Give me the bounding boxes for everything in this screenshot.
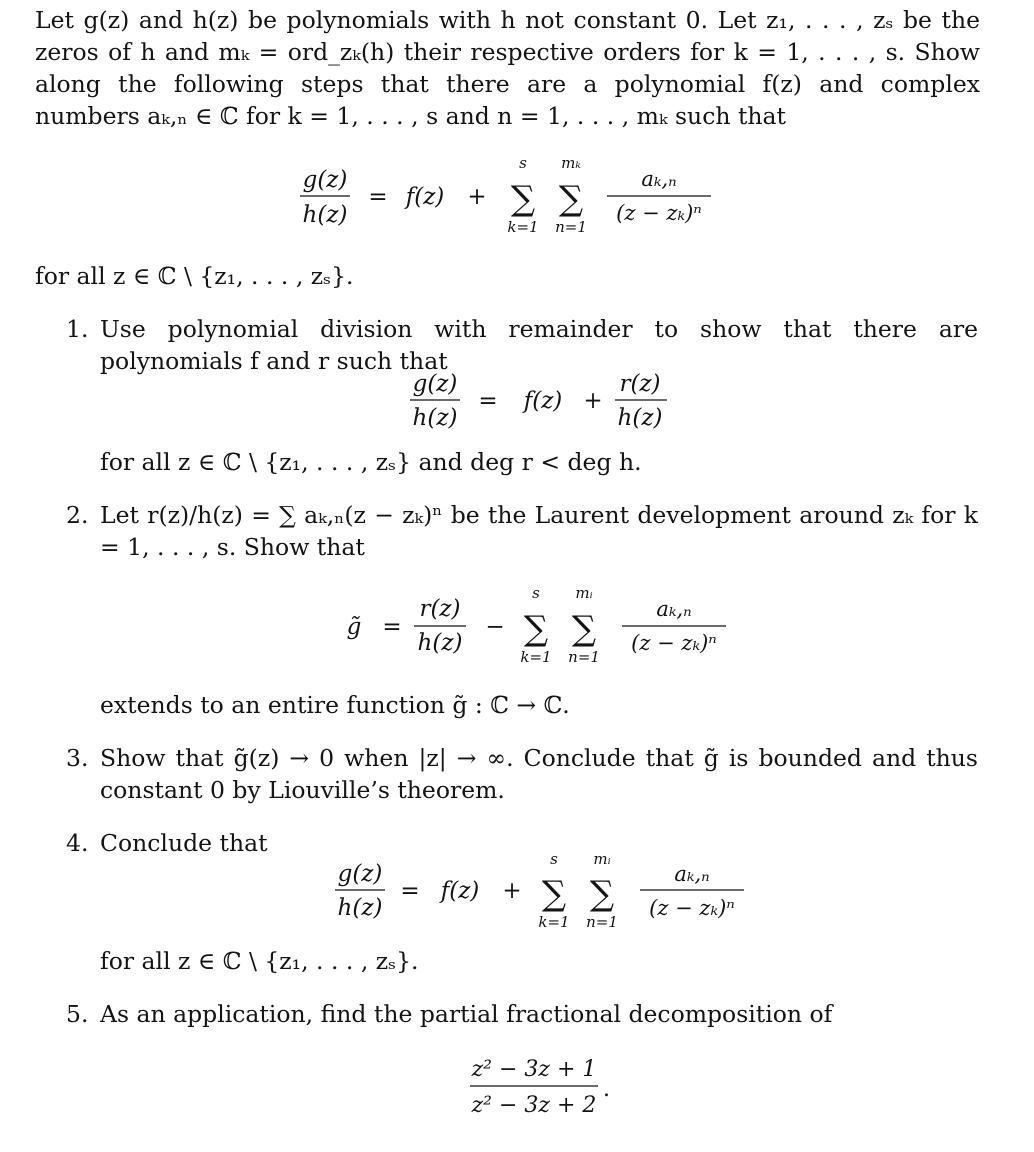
step-4-outer-sigma: ∑ xyxy=(541,874,567,914)
step-4-equals: = xyxy=(400,878,420,904)
step-4-lhs-den: h(z) xyxy=(337,895,383,921)
main-eq-plus: + xyxy=(467,184,487,210)
step-4-text: Conclude that xyxy=(100,829,268,857)
step-4-after: for all z ∈ ℂ \ {z₁, . . . , zₛ}. xyxy=(100,947,419,975)
step-1-rhs-num: r(z) xyxy=(619,371,661,397)
step-1-lhs-den: h(z) xyxy=(412,405,458,431)
step-1-lhs-num: g(z) xyxy=(412,371,458,397)
step-2-number: 2. xyxy=(66,501,89,529)
main-equation xyxy=(295,150,725,245)
step-4-inner-lower: n=1 xyxy=(586,913,618,931)
main-eq-frac-num: aₖ,ₙ xyxy=(641,167,677,191)
step-2-outer-lower: k=1 xyxy=(520,648,552,666)
step-2-text: Let r(z)/h(z) = ∑ aₖ,ₙ(z − zₖ)ⁿ be the Laurent development around zₖ for k = 1, . . . , s. Show that xyxy=(100,501,978,561)
step-1-text: Use polynomial division with remainder to show that there are polynomials f and r such that xyxy=(100,315,978,375)
step-1-after: for all z ∈ ℂ \ {z₁, . . . , zₛ} and deg r < deg h. xyxy=(100,448,642,476)
step-5-den: z² − 3z + 2 xyxy=(471,1093,597,1118)
step-2-den: h(z) xyxy=(417,630,463,656)
main-eq-frac-den: (z − zₖ)ⁿ xyxy=(616,201,702,225)
main-eq-lhs-den: h(z) xyxy=(302,202,348,228)
main-eq-outer-lower: k=1 xyxy=(507,218,539,236)
step-1-plus: + xyxy=(583,388,603,414)
step-2-inner-upper: mᵢ xyxy=(575,584,593,602)
step-5-period: . xyxy=(603,1077,610,1102)
step-5-number: 5. xyxy=(66,1000,89,1028)
step-2-after: extends to an entire function g̃ : ℂ → ℂ. xyxy=(100,691,570,719)
step-2-inner-lower: n=1 xyxy=(568,648,600,666)
main-eq-lhs-num: g(z) xyxy=(302,167,348,193)
step-2-outer-sigma: ∑ xyxy=(523,609,549,649)
step-1-equation xyxy=(405,365,675,440)
step-2-equation xyxy=(340,580,740,675)
step-2-minus: − xyxy=(485,614,505,640)
main-eq-equals: = xyxy=(368,184,388,210)
step-4-lhs-num: g(z) xyxy=(337,861,383,887)
main-eq-outer-sigma: ∑ xyxy=(510,179,536,219)
step-1-rhs-den: h(z) xyxy=(617,405,663,431)
step-4-frac-num: aₖ,ₙ xyxy=(674,862,710,886)
main-eq-poly: f(z) xyxy=(405,184,445,210)
step-1-number: 1. xyxy=(66,315,89,343)
step-5-num: z² − 3z + 1 xyxy=(471,1057,597,1082)
step-2-lhs: g̃ xyxy=(346,614,362,640)
intro-after-equation: for all z ∈ ℂ \ {z₁, . . . , zₛ}. xyxy=(35,262,354,290)
main-eq-inner-sigma: ∑ xyxy=(558,179,584,219)
step-3-text: Show that g̃(z) → 0 when |z| → ∞. Conclude that g̃ is bounded and thus constant 0 by Liouville’s theorem. xyxy=(100,744,978,804)
step-4-outer-upper: s xyxy=(550,850,558,868)
step-2-num: r(z) xyxy=(419,596,461,622)
main-eq-outer-upper: s xyxy=(519,154,527,172)
step-2-frac-num: aₖ,ₙ xyxy=(656,597,692,621)
main-eq-inner-upper: mₖ xyxy=(561,154,581,172)
step-1-equals: = xyxy=(478,388,498,414)
step-4-inner-upper: mᵢ xyxy=(593,850,611,868)
step-4-plus: + xyxy=(502,878,522,904)
step-4-outer-lower: k=1 xyxy=(538,913,570,931)
step-3-number: 3. xyxy=(66,744,89,772)
step-1-poly: f(z) xyxy=(523,388,563,414)
step-4-frac-den: (z − zₖ)ⁿ xyxy=(649,896,735,920)
step-5-equation xyxy=(462,1050,622,1125)
step-4-equation xyxy=(330,847,760,942)
step-2-inner-sigma: ∑ xyxy=(571,609,597,649)
step-5-text: As an application, find the partial fractional decomposition of xyxy=(100,1000,833,1028)
step-4-inner-sigma: ∑ xyxy=(589,874,615,914)
intro-paragraph: Let g(z) and h(z) be polynomials with h not constant 0. Let z₁, . . . , zₛ be the zeros of h and mₖ = ord_zₖ(h) their respective orders for k = 1, . . . , s. Show along the following steps that there are a polynomial f(z) and complex numbers aₖ,ₙ ∈ ℂ for k = 1, . . . , s and n = 1, . . . , mₖ such that xyxy=(35,6,980,130)
step-4-number: 4. xyxy=(66,829,89,857)
step-2-equals: = xyxy=(382,614,402,640)
step-4-poly: f(z) xyxy=(440,878,480,904)
step-2-outer-upper: s xyxy=(532,584,540,602)
main-eq-inner-lower: n=1 xyxy=(555,218,587,236)
step-2-frac-den: (z − zₖ)ⁿ xyxy=(631,631,717,655)
